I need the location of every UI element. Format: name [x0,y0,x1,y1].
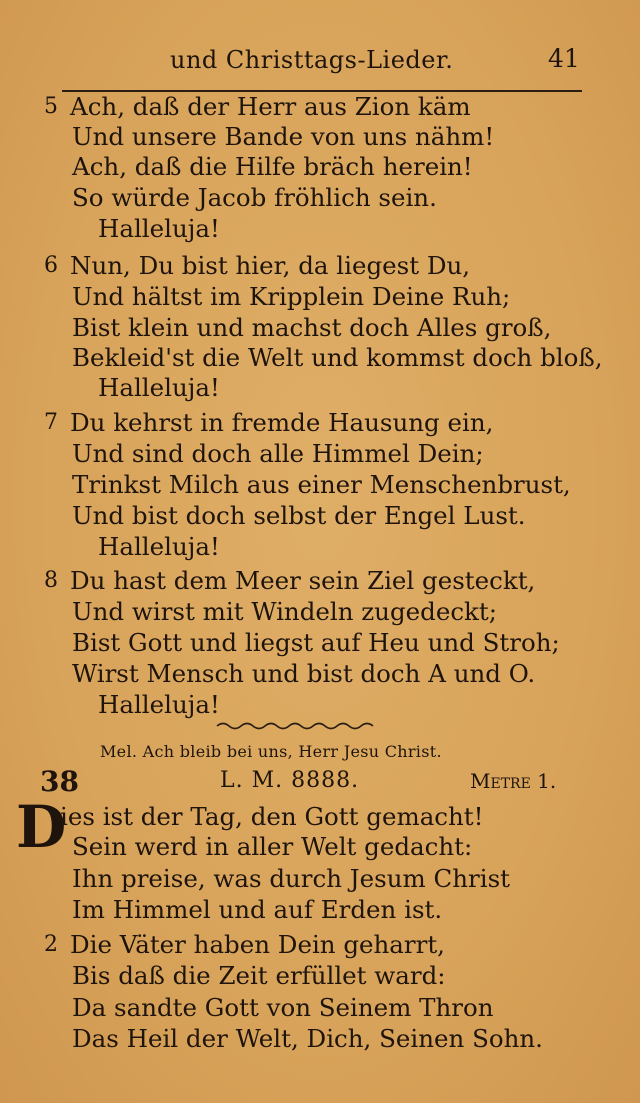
verse-line: Und sind doch alle Himmel Dein; [72,439,484,468]
verse-line: Du hast dem Meer sein Ziel gesteckt, [70,566,536,595]
verse-line: Ach, daß die Hilfe bräch herein! [72,152,473,181]
verse-line: Und unsere Bande von uns nähm! [72,122,495,151]
melody-line: Mel. Ach bleib bei uns, Herr Jesu Christ. [100,742,442,761]
halleluja-line: Halleluja! [98,214,220,243]
verse-line: Nun, Du bist hier, da liegest Du, [70,251,471,280]
verse-line: Bist Gott und liegst auf Heu und Stroh; [72,628,560,657]
verse-line: Bekleid'st die Welt und kommst doch bloß, [72,343,603,372]
verse-line: Das Heil der Welt, Dich, Seinen Sohn. [72,1024,543,1053]
verse-number: 8 [44,568,58,593]
ornamental-divider [215,720,375,732]
page-header [0,40,640,80]
verse-number: 2 [44,932,58,957]
metre-label: Metre 1. [470,769,557,793]
verse-line: Wirst Mensch und bist doch A und O. [72,659,536,688]
verse-line: Bist klein und machst doch Alles groß, [72,313,552,342]
verse-line: Trinkst Milch aus einer Menschenbrust, [72,470,571,499]
drop-capital: D [16,793,67,861]
verse-line: ies ist der Tag, den Gott gemacht! [60,802,484,831]
meter-label: L. M. 8888. [220,768,360,793]
verse-line: Die Väter haben Dein geharrt, [70,930,445,959]
verse-line: Bis daß die Zeit erfüllet ward: [72,961,446,990]
verse-line: Und bist doch selbst der Engel Lust. [72,501,526,530]
verse-line: Und wirst mit Windeln zugedeckt; [72,597,497,626]
verse-line: So würde Jacob fröhlich sein. [72,183,437,212]
halleluja-line: Halleluja! [98,690,220,719]
verse-number: 6 [44,253,58,278]
running-head: und Christtags-Lieder. [170,46,454,74]
page-number: 41 [548,44,580,73]
verse-line: Und hältst im Kripplein Deine Ruh; [72,282,511,311]
verse-line: Du kehrst in fremde Hausung ein, [70,408,494,437]
verse-line: Ihn preise, was durch Jesum Christ [72,864,510,893]
hymn-number: 38 [40,765,79,798]
verse-line: Sein werd in aller Welt gedacht: [72,832,473,861]
halleluja-line: Halleluja! [98,373,220,402]
verse-line: Im Himmel und auf Erden ist. [72,895,443,924]
verse-line: Da sandte Gott von Seinem Thron [72,993,494,1022]
halleluja-line: Halleluja! [98,532,220,561]
verse-number: 7 [44,410,58,435]
verse-line: Ach, daß der Herr aus Zion käm [70,92,471,121]
verse-number: 5 [44,94,58,119]
